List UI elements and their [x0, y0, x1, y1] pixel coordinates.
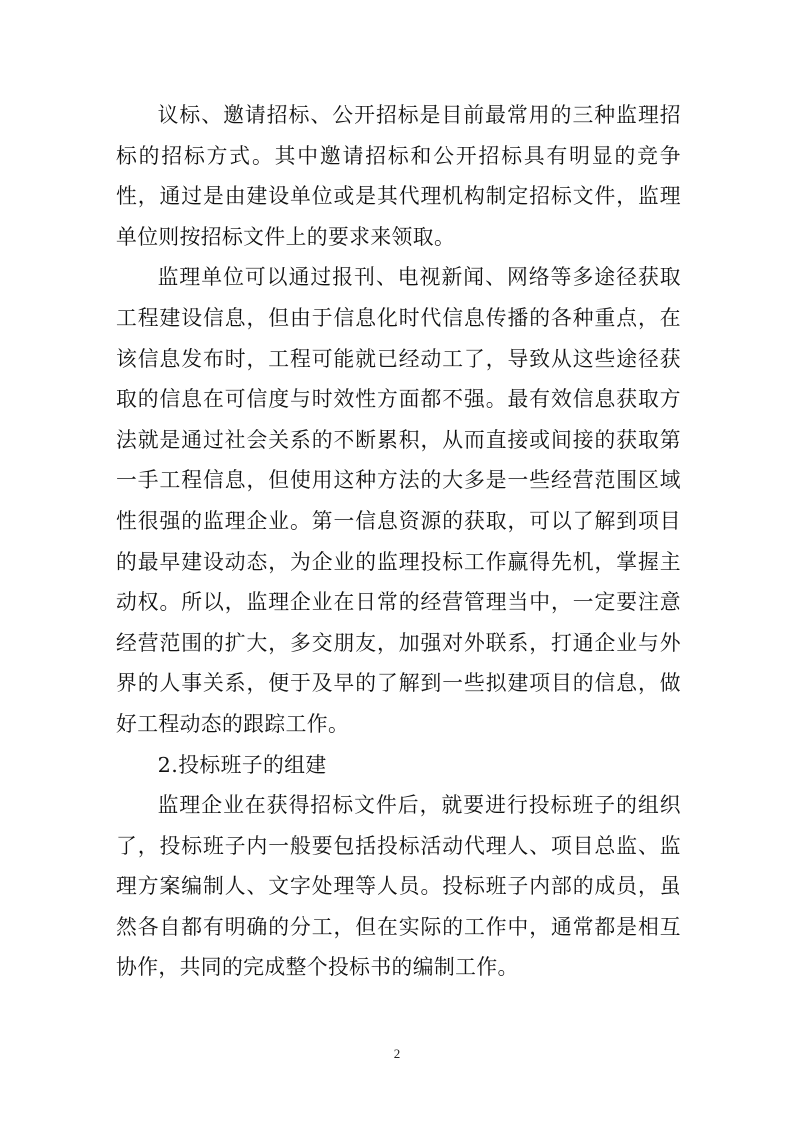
document-page: [116, 95, 681, 988]
body-paragraph: 议标、邀请招标、公开招标是目前最常用的三种监理招标的招标方式。其中邀请招标和公开招标具有明显的竞争性，通过是由建设单位或是其代理机构制定招标文件，监理单位则按招标文件上的要求来领取。: [116, 103, 681, 249]
page-number: 2: [393, 1046, 401, 1061]
body-paragraph: 监理单位可以通过报刊、电视新闻、网络等多途径获取工程建设信息，但由于信息化时代信息传播的各种重点，在该信息发布时，工程可能就已经动工了，导致从这些途径获取的信息在可信度与时效性方面都不强。最有效信息获取方法就是通过社会关系的不断累积，从而直接或间接的获取第一手工程信息，但使用这种方法的大多是一些经营范围区域性很强的监理企业。第一信息资源的获取，可以了解到项目的最早建设动态，为企业的监理投标工作赢得先机，掌握主动权。所以，监理企业在日常的经营管理当中，一定要注意经营范围的扩大，多交朋友，加强对外联系，打通企业与外界的人事关系，便于及早的了解到一些拟建项目的信息，做好工程动态的跟踪工作。: [116, 265, 681, 736]
section-heading: 2.投标班子的组建: [157, 752, 327, 777]
body-paragraph: 监理企业在获得招标文件后，就要进行投标班子的组织了，投标班子内一般要包括投标活动代理人、项目总监、监理方案编制人、文字处理等人员。投标班子内部的成员，虽然各自都有明确的分工，但在实际的工作中，通常都是相互协作，共同的完成整个投标书的编制工作。: [116, 793, 681, 980]
